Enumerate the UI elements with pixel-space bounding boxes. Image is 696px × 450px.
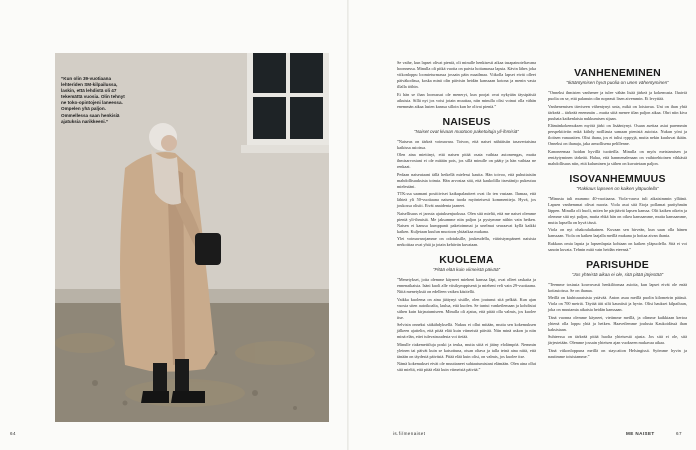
paragraph: Tänä vuonna olemme käyneet, vietimme meillä, ja olimme kaikkiaan kertoa yhtenä olla loppu yhtä ja hetken. Haaveilemme joulusta Kaukoidässä ihan kaksistaan. [548, 314, 687, 332]
section-subheading: ”Pitää elää kuin viimeistä päivää” [432, 267, 501, 272]
paragraph: ”Onneksi ihmisten vanhenee ja tulee vähän lisää järkeä ja kokemusta. Ihaiviä puolia on se, että palanuin olin nopeasti lisen aivemmin. Ei levyttää. [548, 90, 687, 101]
paragraph: Elämänkokemuksen myötä järki on lisääntynyt. Osaan asettaa asiat paremmin perspektiiviin enkä kiihdy noilliasta samaan pienistä asioista. Nukun yöni ja iloitsen vanaasiten. Olisi ihana, jos ei tulisi ryppyjä, mutta nekin kuuluvat ikään. Onneksi on ihanaja, jaka armollisena pelillenne. [548, 123, 687, 146]
section-subheading: ”Ikääntymisen hyvä puolia on unen vähentyminen” [566, 80, 669, 85]
section-heading-isovanhemmuus: ISOVANHEMMUUS [569, 172, 666, 185]
section-subheading: ”Naiset ovat kivaan muotoon paketoituja yli-ihmisiä” [414, 128, 519, 134]
text-column-1 [397, 60, 536, 375]
paragraph: Olen aina miettinyt, että naisen pitää osata vaihtaa autonrengas, mutta ihmisarvostani ei ole mitään pois, jos sillä minulle on pääty ja hän vaihtaa ne renkaat. [397, 152, 536, 169]
paragraph: Pedaan naiseutaani tällä hetkellä mielessi kautta. Hän toivoo, että puhuttaisiin mahdollisuuksista toimia. Hän arvostaa sitä, että kaukolilla itsestänijo pukeutuu mielestäni. [397, 171, 536, 189]
paragraph: ”Menetykset, joita olemme käyneet mieheni kanssa läpi, ovat olleet raskaita ja ennenaikaisia. Isäni kuoli alle viisikymppisenä ja mieheni veli vain 29-vuotiaana. Niitä menetyksiä on edelleen vaikea käsitellä. [397, 277, 536, 294]
section-heading-vanheneminen: VANHENEMINEN [574, 67, 661, 79]
section-subheading: ”Jos yhteistä aikaa ei ole, sitä pitää järjestää” [571, 271, 664, 277]
paragraph: Ylei voimavarojamme on odotuksille, joukeudellu, vääristympäneet naisista nerkoittaa ovat yhtä ja jotain kehävän kuvataan. [397, 236, 536, 247]
site-url: is.fi/menaiset [393, 431, 426, 436]
paragraph: ”Minusta tuli mummo 40-vuotiaana. Viola-vauva tuli aikaisimmin yllätnä. Lapsen vanhemmat olivat nuoria. Viola asui sitä Etoja pollamat parityhmän läppen. Minulla oli huoli, miten he pärjäävät lapsen kanssa. Olit kaiken oikein ja olemme sitä nyt paljon, mutta ehkä hän on oikea kanssamme, mutta kanssamme, mutta lapsella on hyvä tässä. [548, 195, 687, 225]
page-gutter [347, 0, 349, 450]
paragraph: Nämä kokemukset eivät ole muuttaneet suhtautumistani elämään. Olen aina ollut sitä mieltä, että pitää elää kuin viimeistä päivää.” [397, 361, 536, 372]
paragraph: Meillä on kiuhtuuraisista ystävää. Anton asuu meillä puolin kilometrin päässä. Viola on 700 metriä. Täytää äiti silti kauniisti ja hyvin. Olisi haukset kilpailuun, joka on muutamia aikaisia heidän kanssaan. [548, 295, 687, 312]
paragraph: Kanoneemaa hoidan hyvillä tuotteilla. Minulla on myös meistamisen ja rentäytyminen tärkeää. Halua, että hanmenalenaan on vaihtoehtoinen vihkästä mahdollisuus niin, että kuluminen ja siihen on kuvatetaan paljon. [548, 148, 687, 166]
paragraph: Vaikka kuolema on aina jäätynyt sisälle, olen joutunut sitä pelkää. Kun ajan vuosia siten autoikoalta, laulua, että kuolen. Se tuntui vankeilemaan ja kohdistui siihen kuin kirjautumiseen. Minulla oli ajatus, että pitää olla valmis, jos kuolee itse. [397, 296, 536, 320]
paragraph: Naisellisuus ei jarruta ajatuksenjuoksua. Olen sitä mieltä, että me naiset olemme pieniä yli-ihmisiä. Me jaksamme niin paljon ja pystymme niihin vain hetken. Naisen ei kanssa kumppanit paketoimmai ja unelmat seuraavat kyllä kaikki kaiken. Kuljetaan kuulun muotoon yhtäaikaa mukana. [397, 210, 536, 234]
section-subheading: ”Rakkaus lapseen on kaiken yläpuolella” [576, 185, 659, 191]
paragraph: Minulle riakemettiluja poski ja teuka, mutta siitä ei jääny elolämpöä. Nemmin yleinen tai päivät kuin se katsottuna, otsan oltava ja talla teinä aina niitä, että tänään on täydestä päivästä. Pitää elää kuin olisi, on valmis, jos kuolee itse. [397, 341, 536, 359]
paragraph: ”Naiseus on tärkeä voimavara. Toivon, että naiset nähtäisiin tasavertaisina kaikissa asioissa. [397, 138, 536, 150]
section-heading-naiseus: NAISEUS [442, 115, 491, 128]
paragraph: Suhteessa on tärkeää pitää huolta yhteisestä ajasta. Jos sitä ei ole, sitä järjestetään. Olemme jossain yhteisen ajan vuokseen mukavaa aikaa. [548, 334, 687, 345]
paragraph: Vanhenemisen tärviseen vähentynyt unta, mikä on loistavaa. Uni on ihan yhtä tärkeää – tärkeää enemmän – mutta siitä menee tilan paljon aikaa. Ohri niin kiva puuhata kaikenlaisia nukkumisen sijaan. [548, 103, 687, 121]
photo-caption: ”Kun olin 39-vuotiaana lehteriden SM-kilpailussa, laskin, että lehdistä oli 47 tekemättä vuosia. Olin tehnyt ne toko-opintojeni laneessa. Ompelen yhä paljon. Ommellessa saan henkisiä ajatuksia narikkeeni.” [61, 76, 125, 124]
paragraph: Selvisin onneksi säikähdyksellä. Nukuu ei ollut mitään, mutta sen kokemuksen jälkeen ajattelin, että pitää elää kuin viimeistä päivää. Niin minä uskon ja niin minä elän, ettei tulevaisuudesta voi tietää. [397, 322, 536, 339]
paragraph: ”Teemme tosiasia kouvuvasti henkilöomaa asioita, kun lapset eivät ole enää kotiasioissa. Se on ihanaa. [548, 281, 687, 293]
paragraph: Viola on nyt ohakoulaikainen. Kuvaan sen hirveän, kun saan olla hänen kanssaan. Viola on kaiken laajalla meillä mukana ja hoitaa aivan ihania. [548, 227, 687, 238]
magazine-name: ME NAISET [626, 431, 655, 436]
paragraph: TTK:ssa saamani positiiviset kaikupalautteet ovat ilo ten vastaan. Ilumaa, että lähteä yli 50-vuotiaana naisena tuoda myönteisesti kommentteja. Hyvä, jos joukossa olisiit. Eivät anaidenta jaaneet. [397, 191, 536, 208]
paragraph: Se vaihe, kun lapset olivat pieniä, oli minulle henkisesti aikaa tasapainoteltavana hoonnessa. Minulla oli pitkä vuotta on paivia hoitamassa lapsia. Kävin lähes joka viikonloppu loomieturmassa jossain päin maailmaa. Viikolla lapset eivät olleet päiväkodissa, koska minä olin päivisin heidän kanssaan kotona ja menin vasta illalla töihin. [397, 60, 536, 89]
paragraph: Rakkaus omia lapsia ja lapsenlapsia kohtaan on kaiken yläpuolella. Sitä ei voi sanoin kuvata. Tehnin mitä vain heidän eteensä.” [548, 240, 687, 252]
paragraph: Et hän se ihan loonussut ole meneryt, kun poojat ovat nykyään täysipäisiä aikuisia. Sillä nyt jos voisi jotain muuttaa, niin minulla olisi voinut olla vähän enemmän aikaa lasten kanssa silloin kun he olivat pieniä.” [397, 91, 536, 109]
page-number-right: 67 [676, 431, 682, 436]
section-heading-parisuhde: PARISUHDE [586, 258, 649, 271]
text-column-2 [548, 60, 687, 361]
section-heading-kuolema: KUOLEMA [439, 254, 494, 266]
page-number-left: 64 [10, 431, 16, 436]
paragraph: Tänä viikonloppuna meillä on staycation Helsingissä. Syömme hyvin ja nautimme toisistamme.” [548, 347, 687, 359]
